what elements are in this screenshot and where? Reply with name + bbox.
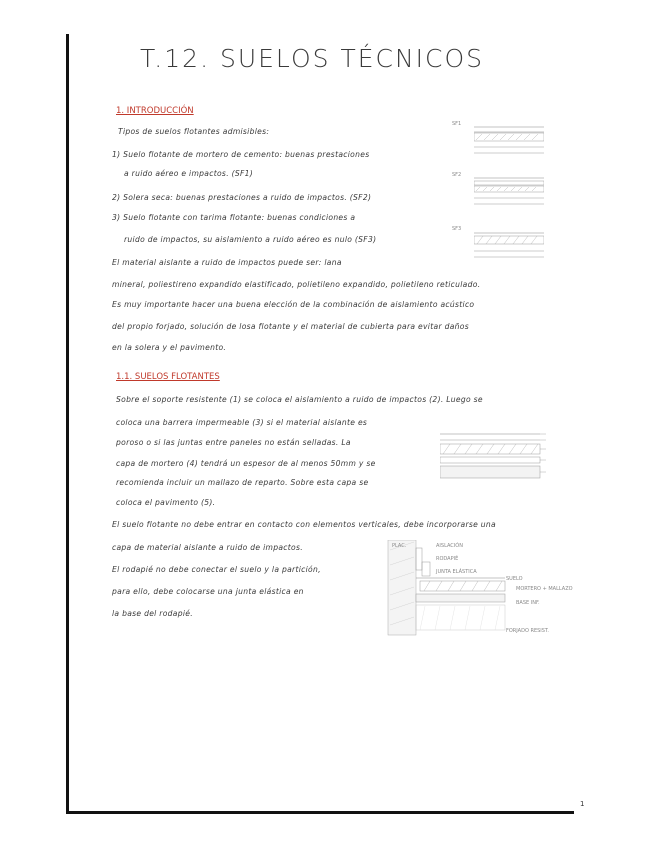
detail-label: RODAPIÉ: [436, 556, 459, 562]
page-number: 1: [580, 800, 585, 808]
page-bottom-border: [66, 811, 574, 814]
text-line: mineral, poliestireno expandido elastificado, polietileno expandido, polietileno reticulado.: [112, 280, 481, 289]
text-line: El material aislante a ruido de impactos puede ser: lana: [112, 258, 342, 267]
text-line: coloca una barrera impermeable (3) si el material aislante es: [116, 418, 368, 427]
sf3-section-drawing: [474, 229, 544, 261]
detail-label: PLAC.: [392, 543, 407, 549]
text-line: 2) Solera seca: buenas prestaciones a ruido de impactos. (SF2): [112, 193, 372, 202]
detail-label: JUNTA ELÁSTICA: [436, 569, 477, 575]
sf1-section-drawing: [474, 123, 544, 155]
text-line: la base del rodapié.: [112, 609, 193, 618]
text-line: coloca el pavimento (5).: [116, 498, 216, 507]
text-line: para ello, debe colocarse una junta elástica en: [112, 587, 304, 596]
text-line: capa de mortero (4) tendrá un espesor de al menos 50mm y se: [116, 459, 376, 468]
page-title: T.12. SUELOS TÉCNICOS: [140, 44, 485, 73]
floating-floor-layers-drawing: [440, 430, 550, 485]
text-line: 1) Suelo flotante de mortero de cemento: buenas prestaciones: [112, 150, 370, 159]
detail-label: BASE INF.: [516, 600, 540, 606]
text-line: 3) Suelo flotante con tarima flotante: buenas condiciones a: [112, 213, 356, 222]
figure-label-sf2: SF2: [452, 172, 462, 178]
text-line: El suelo flotante no debe entrar en contacto con elementos verticales, debe incorporarse una: [112, 520, 496, 529]
text-line: Es muy importante hacer una buena elección de la combinación de aislamiento acústico: [112, 300, 475, 309]
text-line: Sobre el soporte resistente (1) se coloca el aislamiento a ruido de impactos (2). Luego se: [116, 395, 483, 404]
text-line: El rodapié no debe conectar el suelo y la partición,: [112, 565, 321, 574]
section-heading-introduccion: 1. INTRODUCCIÓN: [116, 106, 194, 116]
page-left-border: [66, 34, 69, 814]
detail-label: AISLACIÓN: [436, 543, 463, 549]
text-line: a ruido aéreo e impactos. (SF1): [124, 169, 254, 178]
text-line: del propio forjado, solución de losa flotante y el material de cubierta para evitar daños: [112, 322, 469, 331]
figure-label-sf3: SF3: [452, 226, 462, 232]
sf2-section-drawing: [474, 175, 544, 207]
section-heading-suelos-flotantes: 1.1. SUELOS FLOTANTES: [116, 372, 220, 382]
text-line: Tipos de suelos flotantes admisibles:: [118, 127, 270, 136]
figure-label-sf1: SF1: [452, 121, 462, 127]
text-line: en la solera y el pavimento.: [112, 343, 227, 352]
text-line: capa de material aislante a ruido de impactos.: [112, 543, 303, 552]
detail-label: SUELO: [506, 576, 523, 582]
text-line: ruido de impactos, su aislamiento a ruido aéreo es nulo (SF3): [124, 235, 377, 244]
detail-label: MORTERO + MALLAZO: [516, 586, 573, 592]
text-line: recomienda incluir un mallazo de reparto. Sobre esta capa se: [116, 478, 369, 487]
text-line: poroso o si las juntas entre paneles no están selladas. La: [116, 438, 351, 447]
detail-label: FORJADO RESIST.: [506, 628, 549, 634]
